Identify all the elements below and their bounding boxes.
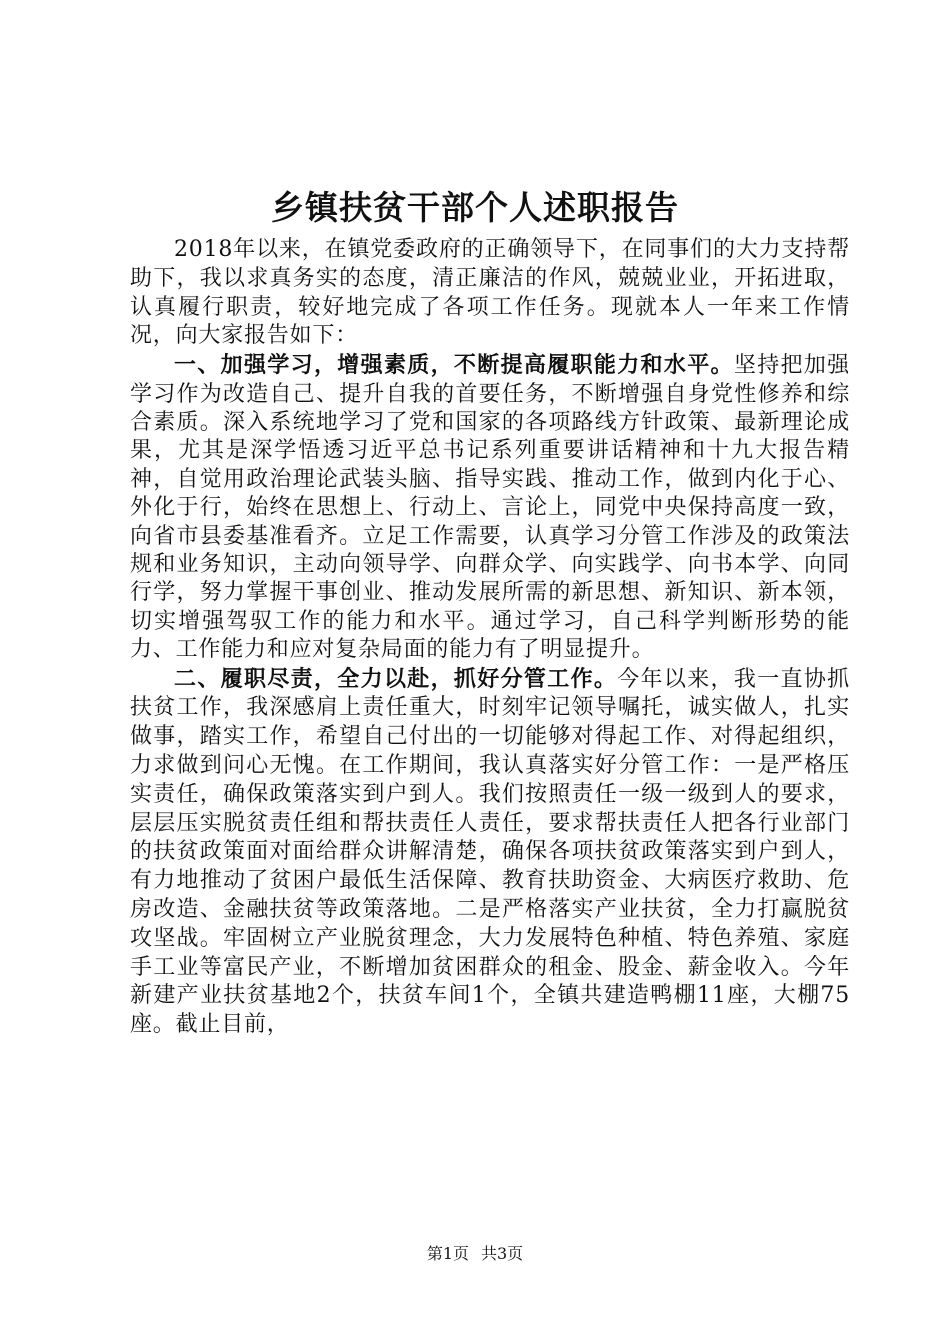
- document-title: 乡镇扶贫干部个人述职报告: [271, 188, 679, 227]
- section-text-2: 今年以来，我一直协抓扶贫工作，我深感肩上责任重大，时刻牢记领导嘱托，诚实做人，扎实做事，踏实工作，希望自己付出的一切能够对得起工作、对得起组织，力求做到问心无愧。在工作期间，我认真落实好分管工作：一是严格压实责任，确保政策落实到户到人。我们按照责任一级一级到人的要求，层层压实脱贫责任组和帮扶责任人责任，要求帮扶责任人把各行业部门的扶贫政策面对面给群众讲解清楚，确保各项扶贫政策落实到户到人，有力地推动了贫困户最低生活保障、教育扶助资金、大病医疗救助、危房改造、金融扶贫等政策落地。二是严格落实产业扶贫，全力打赢脱贫攻坚战。牢固树立产业脱贫理念，大力发展特色种植、特色养殖、家庭手工业等富民产业，不断增加贫困群众的租金、股金、薪金收入。今年新建产业扶贫基地2个，扶贫车间1个，全镇共建造鸭棚11座，大棚75座。截止目前，: [130, 666, 850, 1038]
- section-heading-2: 二、履职尽责，全力以赴，抓好分管工作。: [174, 665, 618, 692]
- intro-paragraph: [130, 236, 850, 351]
- section-paragraph-1: [130, 351, 850, 664]
- section-text-1: 坚持把加强学习作为改造自己、提升自我的首要任务，不断增强自身党性修养和综合素质。深入系统地学习了党和国家的各项路线方针政策、最新理论成果，尤其是深学悟透习近平总书记系列重要讲话精神和十九大报告精神，自觉用政治理论武装头脑、指导实践、推动工作，做到内化于心、外化于行，始终在思想上、行动上、言论上，同党中央保持高度一致，向省市县委基准看齐。立足工作需要，认真学习分管工作涉及的政策法规和业务知识，主动向领导学、向群众学、向实践学、向书本学、向同行学，努力掌握干事创业、推动发展所需的新思想、新知识、新本领，切实增强驾驭工作的能力和水平。通过学习，自己科学判断形势的能力、工作能力和应对复杂局面的能力有了明显提升。: [130, 353, 850, 663]
- intro-text: 2018年以来，在镇党委政府的正确领导下，在同事们的大力支持帮助下，我以求真务实的态度，清正廉洁的作风，兢兢业业，开拓进取，认真履行职责，较好地完成了各项工作任务。现就本人一年来工作情况，向大家报告如下：: [130, 237, 850, 349]
- section-paragraph-2: [130, 665, 850, 1040]
- page-total: 共3页: [481, 1244, 524, 1263]
- section-heading-1: 一、加强学习，增强素质，不断提高履职能力和水平。: [174, 352, 734, 379]
- document-body: [130, 236, 850, 1040]
- page-footer: [0, 1244, 950, 1264]
- page-number: 第1页: [426, 1244, 469, 1263]
